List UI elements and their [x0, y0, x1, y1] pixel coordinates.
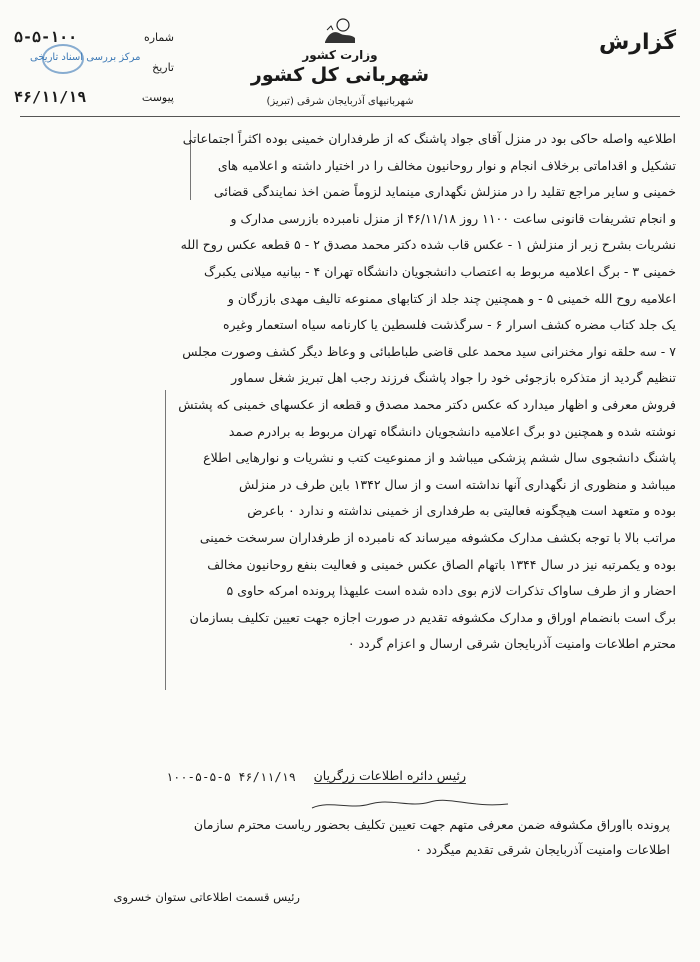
body-line: نشریات بشرح زیر از منزلش ۱ - عکس قاب شده دکتر محمد مصدق ۲ - ۵ قطعه عکس روح الله — [180, 237, 676, 253]
header-divider — [20, 116, 680, 117]
watermark-text: مرکز بررسی اسناد تاریخی — [30, 52, 141, 63]
ministry-name: وزارت کشور — [302, 48, 378, 62]
organization-title: شهربانی کل کشور — [250, 64, 430, 86]
body-line: فروش معرفی و اظهار میدارد که عکس دکتر محمد مصدق و قطعه از عکسهای خمینی که پشتش — [178, 396, 676, 412]
letterhead — [220, 16, 460, 107]
body-line: احضار و از طرف ساواک تذکرات لازم بوی داده شده است علیهذا پرونده امرکه حاوی ۵ — [226, 583, 676, 599]
body-line: پرونده بااوراق مکشوفه ضمن معرفی متهم جهت تعیین تکلیف بحضور ریاست محترم سازمان — [193, 817, 670, 832]
number-label: شماره — [143, 30, 174, 44]
document-meta — [14, 22, 174, 112]
body-line: بوده و متعهد است هیچگونه فعالیتی به طرفداری از خمینی نداشته و ندارد ۰ باعرض — [247, 503, 676, 519]
reference-number: ۱۰۰-۵-۵-۵ ۴۶/۱۱/۱۹ — [165, 770, 296, 784]
organization-subtitle: شهربانیهای آذربایجان شرقی (تبریز) — [266, 96, 414, 107]
attachment-row — [14, 82, 174, 112]
number-value: ۵-۵-۱۰۰ — [14, 28, 78, 46]
signature-block — [113, 890, 300, 904]
number-row — [14, 22, 174, 52]
body-line: اعلامیه روح الله خمینی ۵ - و همچنین چند جلد از کتابهای ممنوعه تالیف مهدی بازرگان و — [227, 290, 676, 306]
handwritten-signature-icon — [310, 798, 510, 812]
body-line: یک جلد کتاب مضره کشف اسرار ۶ - سرگذشت فلسطین یا کارنامه سیاه استعمار وغیره — [222, 317, 676, 333]
body-line: محترم اطلاعات وامنیت آذربایجان شرقی ارسال و اعزام گردد ۰ — [347, 636, 676, 652]
body-line: بوده و یکمرتبه نیز در سال ۱۳۴۴ باتهام الصاق عکس خمینی و فعالیت بنفع روحانیون مخالف — [207, 556, 676, 572]
body-line: اطلاعات وامنیت آذربایجان شرقی تقدیم میگردد ۰ — [415, 842, 670, 857]
attachment-value: ۴۶/۱۱/۱۹ — [14, 88, 87, 106]
body-line: نوشته شده و همچنین دو برگ اعلامیه دانشجویان دانشگاه تهران مربوط به برادرم صمد — [228, 423, 676, 439]
body-line: خمینی ۳ - برگ اعلامیه مربوط به اعتصاب دانشجویان دانشگاه تهران ۴ - بیانیه میلانی یکبرگ — [204, 263, 676, 279]
attachment-label: پیوست — [141, 90, 174, 104]
body-line: تشکیل و اقداماتی برخلاف انجام و نوار روحانیون مخالف را در اختیار داشته و اعلامیه های — [217, 157, 676, 173]
endorsement-body — [60, 812, 670, 862]
signature-title: رئیس دائره اطلاعات زرگریان — [313, 768, 466, 783]
body-line: تنظیم گردید از متذکره بازجوئی خود را جواد پاشنگ فرزند رجب اهل تبریز شغل سماور — [231, 370, 676, 386]
report-label: گزارش — [598, 30, 676, 55]
date-label: تاریخ — [152, 60, 174, 74]
report-body — [140, 126, 676, 658]
body-line: اطلاعیه واصله حاکی بود در منزل آقای جواد پاشنگ که از طرفداران خمینی بوده اکثراً اجتماعاتی — [182, 131, 676, 146]
body-line: مراتب بالا با توجه بکشف مدارک مکشوفه میرساند که نامبرده از طرفداران سرسخت خمینی — [199, 529, 676, 545]
body-line: خمینی و سایر مراجع تقلید را در منزلش نگهداری مینماید لزوماً ضمن اخذ نمایندگی قضائی — [213, 184, 676, 200]
body-line: و انجام تشریفات قانونی ساعت ۱۱۰۰ روز ۴۶/۱۱/۱۸ از منزل نامبرده بازرسی مدارک و — [230, 210, 676, 226]
lion-and-sun-emblem-icon — [321, 16, 359, 46]
body-line: میباشد و منظوری از نگهداری آنها نداشته است و از سال ۱۳۴۲ باین طرف در منزلش — [238, 476, 676, 492]
body-line: برگ است بانضمام اوراق و مدارک مکشوفه تقدیم در صورت اجازه جهت تعیین تکلیف بسازمان — [189, 609, 676, 625]
body-line: پاشنگ دانشجوی سال ششم پزشکی میباشد و از ممنوعیت کتب و نشریات و نوارهایی اطلاع — [203, 450, 676, 466]
signature-title: رئیس قسمت اطلاعاتی ستوان خسروی — [113, 890, 300, 904]
body-line: ۷ - سه حلقه نوار مخنرانی سید محمد علی قاضی طباطبائی و وعاظ دیگر کشف وصورت مجلس — [182, 343, 676, 359]
